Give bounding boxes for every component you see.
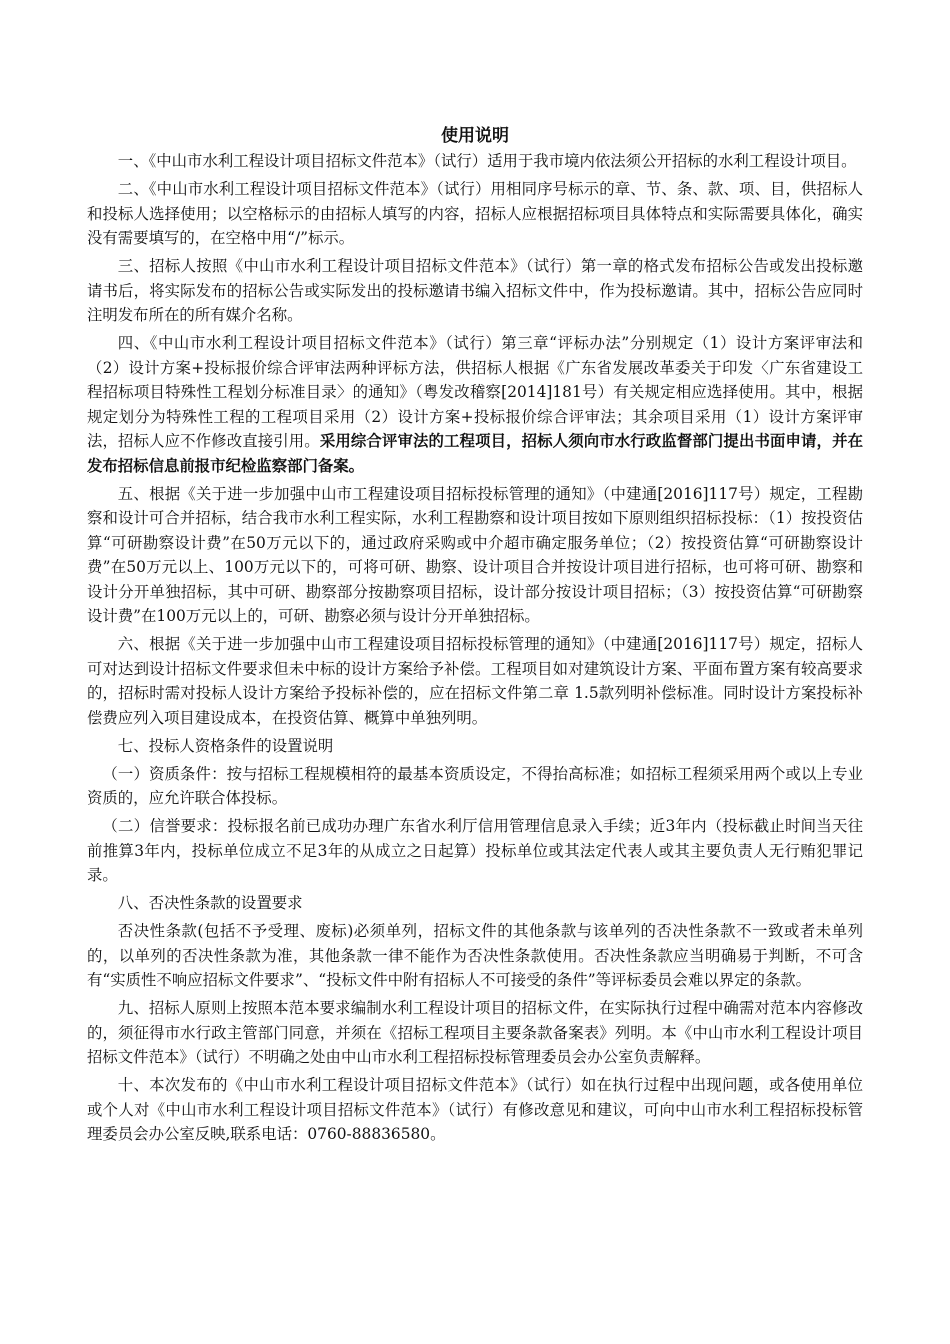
paragraph-8-body: 否决性条款(包括不予受理、废标)必须单列，招标文件的其他条款与该单列的否决性条款不一致或者未单列的，以单列的否决性条款为准，其他条款一律不能作为否决性条款使用。否决性条款应当明确易于判断，不可含有“实质性不响应招标文件要求”、“投标文件中附有招标人不可接受的条件”等评标委员会难以界定的条款。 bbox=[87, 922, 863, 989]
page-title: 使用说明 bbox=[441, 126, 509, 146]
paragraph-8-heading: 八、否决性条款的设置要求 bbox=[117, 894, 303, 912]
paragraph-5: 五、根据《关于进一步加强中山市工程建设项目招标投标管理的通知》（中建通[2016]117号）规定，工程勘察和设计可合并招标，结合我市水利工程实际，水利工程勘察和设计项目按如下原则组织招标投标：（1）按投资估算“可研勘察设计费”在50万元以下的，通过政府采购或中介超市确定服务单位；（2）按投资估算“可研勘察设计费”在50万元以上、100万元以下的，可将可研、勘察、设计项目合并按设计项目进行招标，也可将可研、勘察和设计分开单独招标，其中可研、勘察部分按勘察项目招标，设计部分按设计项目招标；（3）按投资估算“可研勘察设计费”在100万元以上的，可研、勘察必须与设计分开单独招标。 bbox=[87, 484, 863, 625]
paragraph-3: 三、招标人按照《中山市水利工程设计项目招标文件范本》（试行）第一章的格式发布招标公告或发出投标邀请书后，将实际发布的招标公告或实际发出的投标邀请书编入招标文件中，作为投标邀请。其中，招标公告应同时注明发布所在的所有媒介名称。 bbox=[87, 257, 863, 324]
paragraph-10: 十、本次发布的《中山市水利工程设计项目招标文件范本》（试行）如在执行过程中出现问题，或各使用单位或个人对《中山市水利工程设计项目招标文件范本》（试行）有修改意见和建议，可向中山市水利工程招标投标管理委员会办公室反映,联系电话：0760-88836580。 bbox=[87, 1076, 863, 1143]
document-page bbox=[87, 124, 863, 1150]
paragraph-2: 二、《中山市水利工程设计项目招标文件范本》（试行）用相同序号标示的章、节、条、款、项、目，供招标人和投标人选择使用；以空格标示的由招标人填写的内容，招标人应根据招标项目具体特点和实际需要具体化，确实没有需要填写的，在空格中用“/”标示。 bbox=[87, 180, 863, 247]
paragraph-4-bold-text: 采用综合评审法的工程项目，招标人须向市水行政监督部门提出书面申请，并在发布招标信息前报市纪检监察部门备案。 bbox=[87, 432, 863, 475]
paragraph-1: 一、《中山市水利工程设计项目招标文件范本》（试行）适用于我市境内依法须公开招标的水利工程设计项目。 bbox=[117, 152, 857, 170]
paragraph-7-heading: 七、投标人资格条件的设置说明 bbox=[117, 736, 334, 755]
paragraph-4 bbox=[87, 331, 863, 478]
paragraph-6: 六、根据《关于进一步加强中山市工程建设项目招标投标管理的通知》（中建通[2016]117号）规定，招标人可对达到设计招标文件要求但未中标的设计方案给予补偿。工程项目如对建筑设计方案、平面布置方案有较高要求的，招标时需对投标人设计方案给予投标补偿的，应在招标文件第二章 1.5款列明补偿标准。同时设计方案投标补偿费应列入项目建设成本，在投资估算、概算中单独列明。 bbox=[87, 635, 863, 727]
paragraph-9: 九、招标人原则上按照本范本要求编制水利工程设计项目的招标文件，在实际执行过程中确需对范本内容修改的，须征得市水行政主管部门同意，并须在《招标工程项目主要条款备案表》列明。本《中山市水利工程设计项目招标文件范本》（试行）不明确之处由中山市水利工程招标投标管理委员会办公室负责解释。 bbox=[87, 999, 863, 1066]
paragraph-7-1: （一）资质条件：按与招标工程规模相符的最基本资质设定，不得抬高标准；如招标工程须采用两个或以上专业资质的，应允许联合体投标。 bbox=[87, 764, 863, 807]
paragraph-7-2: （二）信誉要求：投标报名前已成功办理广东省水利厅信用管理信息录入手续；近3年内（投标截止时间当天往前推算3年内，投标单位成立不足3年的从成立之日起算）投标单位或其法定代表人或其主要负责人无行贿犯罪记录。 bbox=[87, 817, 863, 884]
paragraph-4-text: 四、《中山市水利工程设计项目招标文件范本》（试行）第三章“评标办法”分别规定（1）设计方案评审法和（2）设计方案+投标报价综合评审法两种评标方法，供招标人根据《广东省发展改革委关于印发〈广东省建设工程招标项目特殊性工程划分标准目录〉的通知》（粤发改稽察[2014]181号）有关规定相应选择使用。其中，根据规定划分为特殊性工程的工程项目采用（2）设计方案+投标报价综合评审法；其余项目采用（1）设计方案评审法，招标人应不作修改直接引用。 bbox=[87, 334, 863, 450]
